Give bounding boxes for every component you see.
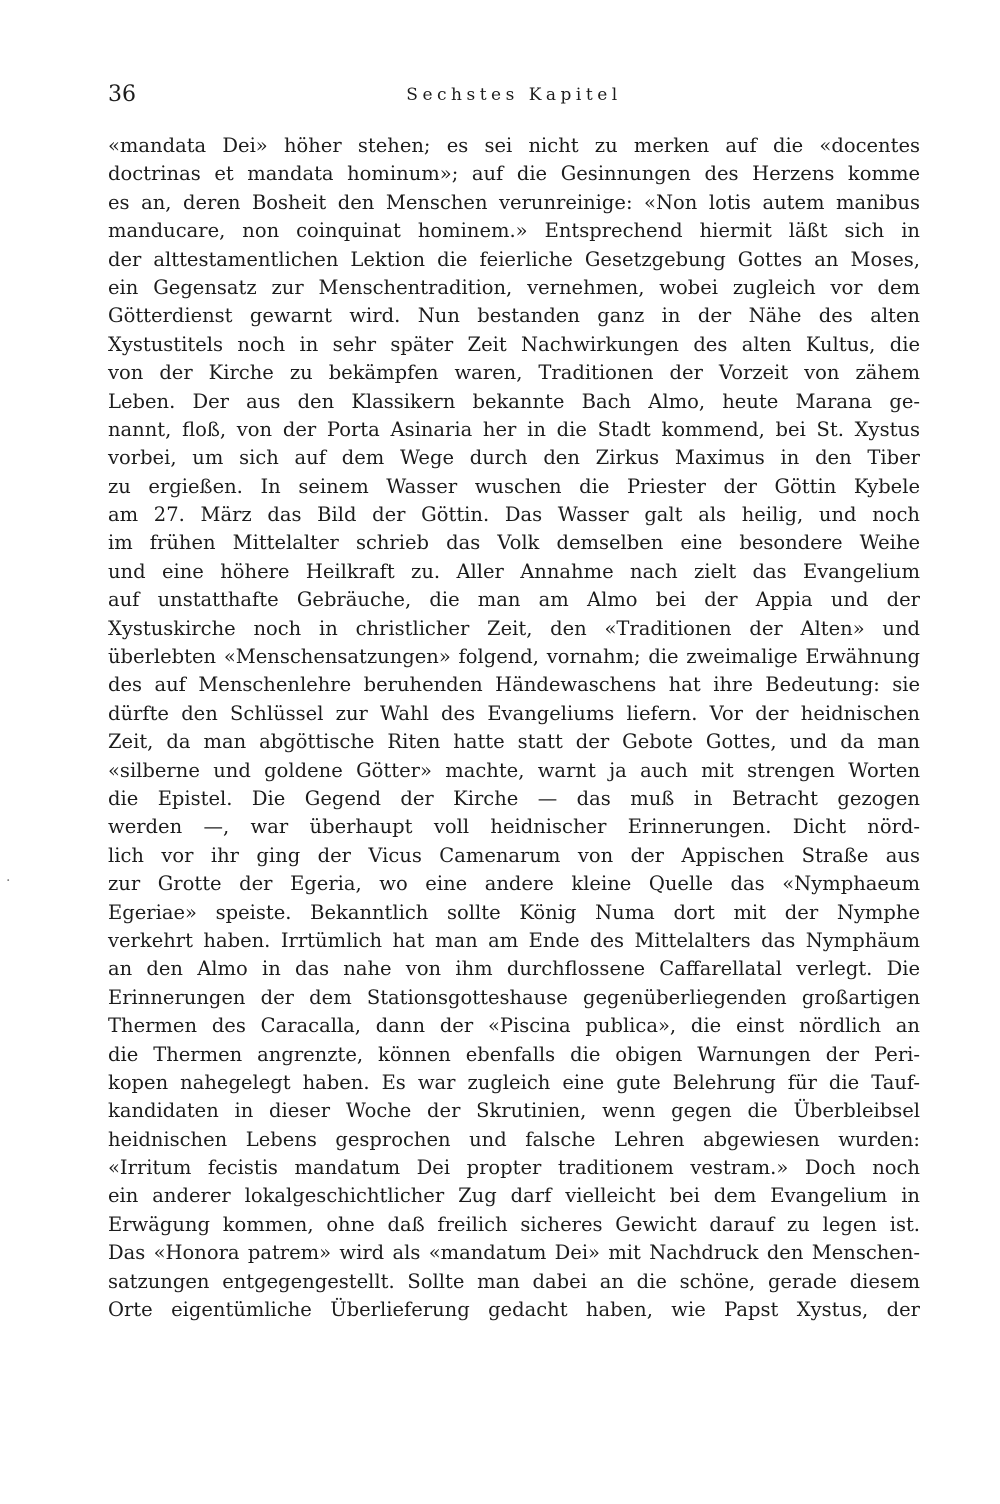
text-line: zur Grotte der Egeria, wo eine andere kleine Quelle das «Nymphaeum <box>108 872 920 896</box>
text-line: satzungen entgegengestellt. Sollte man dabei an die schöne, gerade diesem <box>108 1269 920 1293</box>
text-line: auf unstatthafte Gebräuche, die man am Almo bei der Appia und der <box>108 588 920 612</box>
margin-mark: · <box>6 873 11 889</box>
text-line: Leben. Der aus den Klassikern bekannte Bach Almo, heute Marana ge- <box>108 389 920 413</box>
text-line: Das «Honora patrem» wird als «mandatum Dei» mit Nachdruck den Menschen- <box>108 1241 920 1265</box>
text-line: Erinnerungen der dem Stationsgotteshause gegenüberliegenden großartigen <box>108 985 920 1009</box>
text-line: Orte eigentümliche Überlieferung gedacht haben, wie Papst Xystus, der <box>108 1298 920 1322</box>
text-line: «silberne und goldene Götter» machte, warnt ja auch mit strengen Worten <box>108 758 920 782</box>
text-line: «mandata Dei» höher stehen; es sei nicht zu merken auf die «docentes <box>108 134 920 157</box>
text-line: kopen nahegelegt haben. Es war zugleich eine gute Belehrung für die Tauf- <box>108 1070 920 1094</box>
text-line: manducare, non coinquinat hominem.» Entsprechend hiermit läßt sich in <box>108 219 920 243</box>
text-line: es an, deren Bosheit den Menschen verunreinige: «Non lotis autem manibus <box>108 190 920 214</box>
text-line: dürfte den Schlüssel zur Wahl des Evangeliums liefern. Vor der heidnischen <box>108 701 920 725</box>
text-line: nannt, floß, von der Porta Asinaria her in die Stadt kommend, bei St. Xystus <box>108 417 920 441</box>
text-line: heidnischen Lebens gesprochen und falsche Lehren abgewiesen wurden: <box>108 1127 920 1151</box>
text-line: überlebten «Menschensatzungen» folgend, vornahm; die zweimalige Erwähnung <box>108 645 920 669</box>
text-line: Götterdienst gewarnt wird. Nun bestanden ganz in der Nähe des alten <box>108 304 920 328</box>
text-line: «Irritum fecistis mandatum Dei propter traditionem vestram.» Doch noch <box>108 1156 920 1180</box>
text-line: von der Kirche zu bekämpfen waren, Traditionen der Vorzeit von zähem <box>108 361 920 385</box>
body-text <box>108 132 920 1324</box>
text-line: ein Gegensatz zur Menschentradition, vernehmen, wobei zugleich vor dem <box>108 275 920 299</box>
text-line: am 27. März das Bild der Göttin. Das Wasser galt als heilig, und noch <box>108 503 920 527</box>
text-line: des auf Menschenlehre beruhenden Händewaschens hat ihre Bedeutung: sie <box>108 673 920 697</box>
text-line: Thermen des Caracalla, dann der «Piscina publica», die einst nördlich an <box>108 1014 920 1038</box>
text-line: vorbei, um sich auf dem Wege durch den Zirkus Maximus in den Tiber <box>108 446 920 470</box>
text-line: an den Almo in das nahe von ihm durchflossene Caffarellatal verlegt. Die <box>108 957 920 981</box>
text-line: Xystuskirche noch in christlicher Zeit, den «Traditionen der Alten» und <box>108 616 920 640</box>
text-line: Erwägung kommen, ohne daß freilich sicheres Gewicht darauf zu legen ist. <box>108 1212 920 1236</box>
text-line: Egeriae» speiste. Bekanntlich sollte König Numa dort mit der Nymphe <box>108 900 920 924</box>
text-line: kandidaten in dieser Woche der Skrutinien, wenn gegen die Überbleibsel <box>108 1099 920 1123</box>
text-line: ein anderer lokalgeschichtlicher Zug darf vielleicht bei dem Evangelium in <box>108 1184 920 1208</box>
text-line: die Thermen angrenzte, können ebenfalls die obigen Warnungen der Peri- <box>108 1042 920 1066</box>
text-line: Xystustitels noch in sehr später Zeit Nachwirkungen des alten Kultus, die <box>108 332 920 356</box>
text-line: der alttestamentlichen Lektion die feierliche Gesetzgebung Gottes an Moses, <box>108 247 920 271</box>
text-line: Zeit, da man abgöttische Riten hatte statt der Gebote Gottes, und da man <box>108 730 920 754</box>
running-head: Sechstes Kapitel <box>406 85 622 105</box>
text-line: zu ergießen. In seinem Wasser wuschen die Priester der Göttin Kybele <box>108 474 920 498</box>
text-line: verkehrt haben. Irrtümlich hat man am Ende des Mittelalters das Nymphäum <box>108 928 920 952</box>
text-line: doctrinas et mandata hominum»; auf die Gesinnungen des Herzens komme <box>108 162 920 186</box>
text-line: werden —, war überhaupt voll heidnischer Erinnerungen. Dicht nörd- <box>108 815 920 839</box>
page-header <box>108 80 920 110</box>
text-line: im frühen Mittelalter schrieb das Volk demselben eine besondere Weihe <box>108 531 920 555</box>
text-line: lich vor ihr ging der Vicus Camenarum von der Appischen Straße aus <box>108 843 920 867</box>
text-line: und eine höhere Heilkraft zu. Aller Annahme nach zielt das Evangelium <box>108 559 920 583</box>
page-number: 36 <box>108 82 136 107</box>
text-line: die Epistel. Die Gegend der Kirche — das muß in Betracht gezogen <box>108 786 920 810</box>
